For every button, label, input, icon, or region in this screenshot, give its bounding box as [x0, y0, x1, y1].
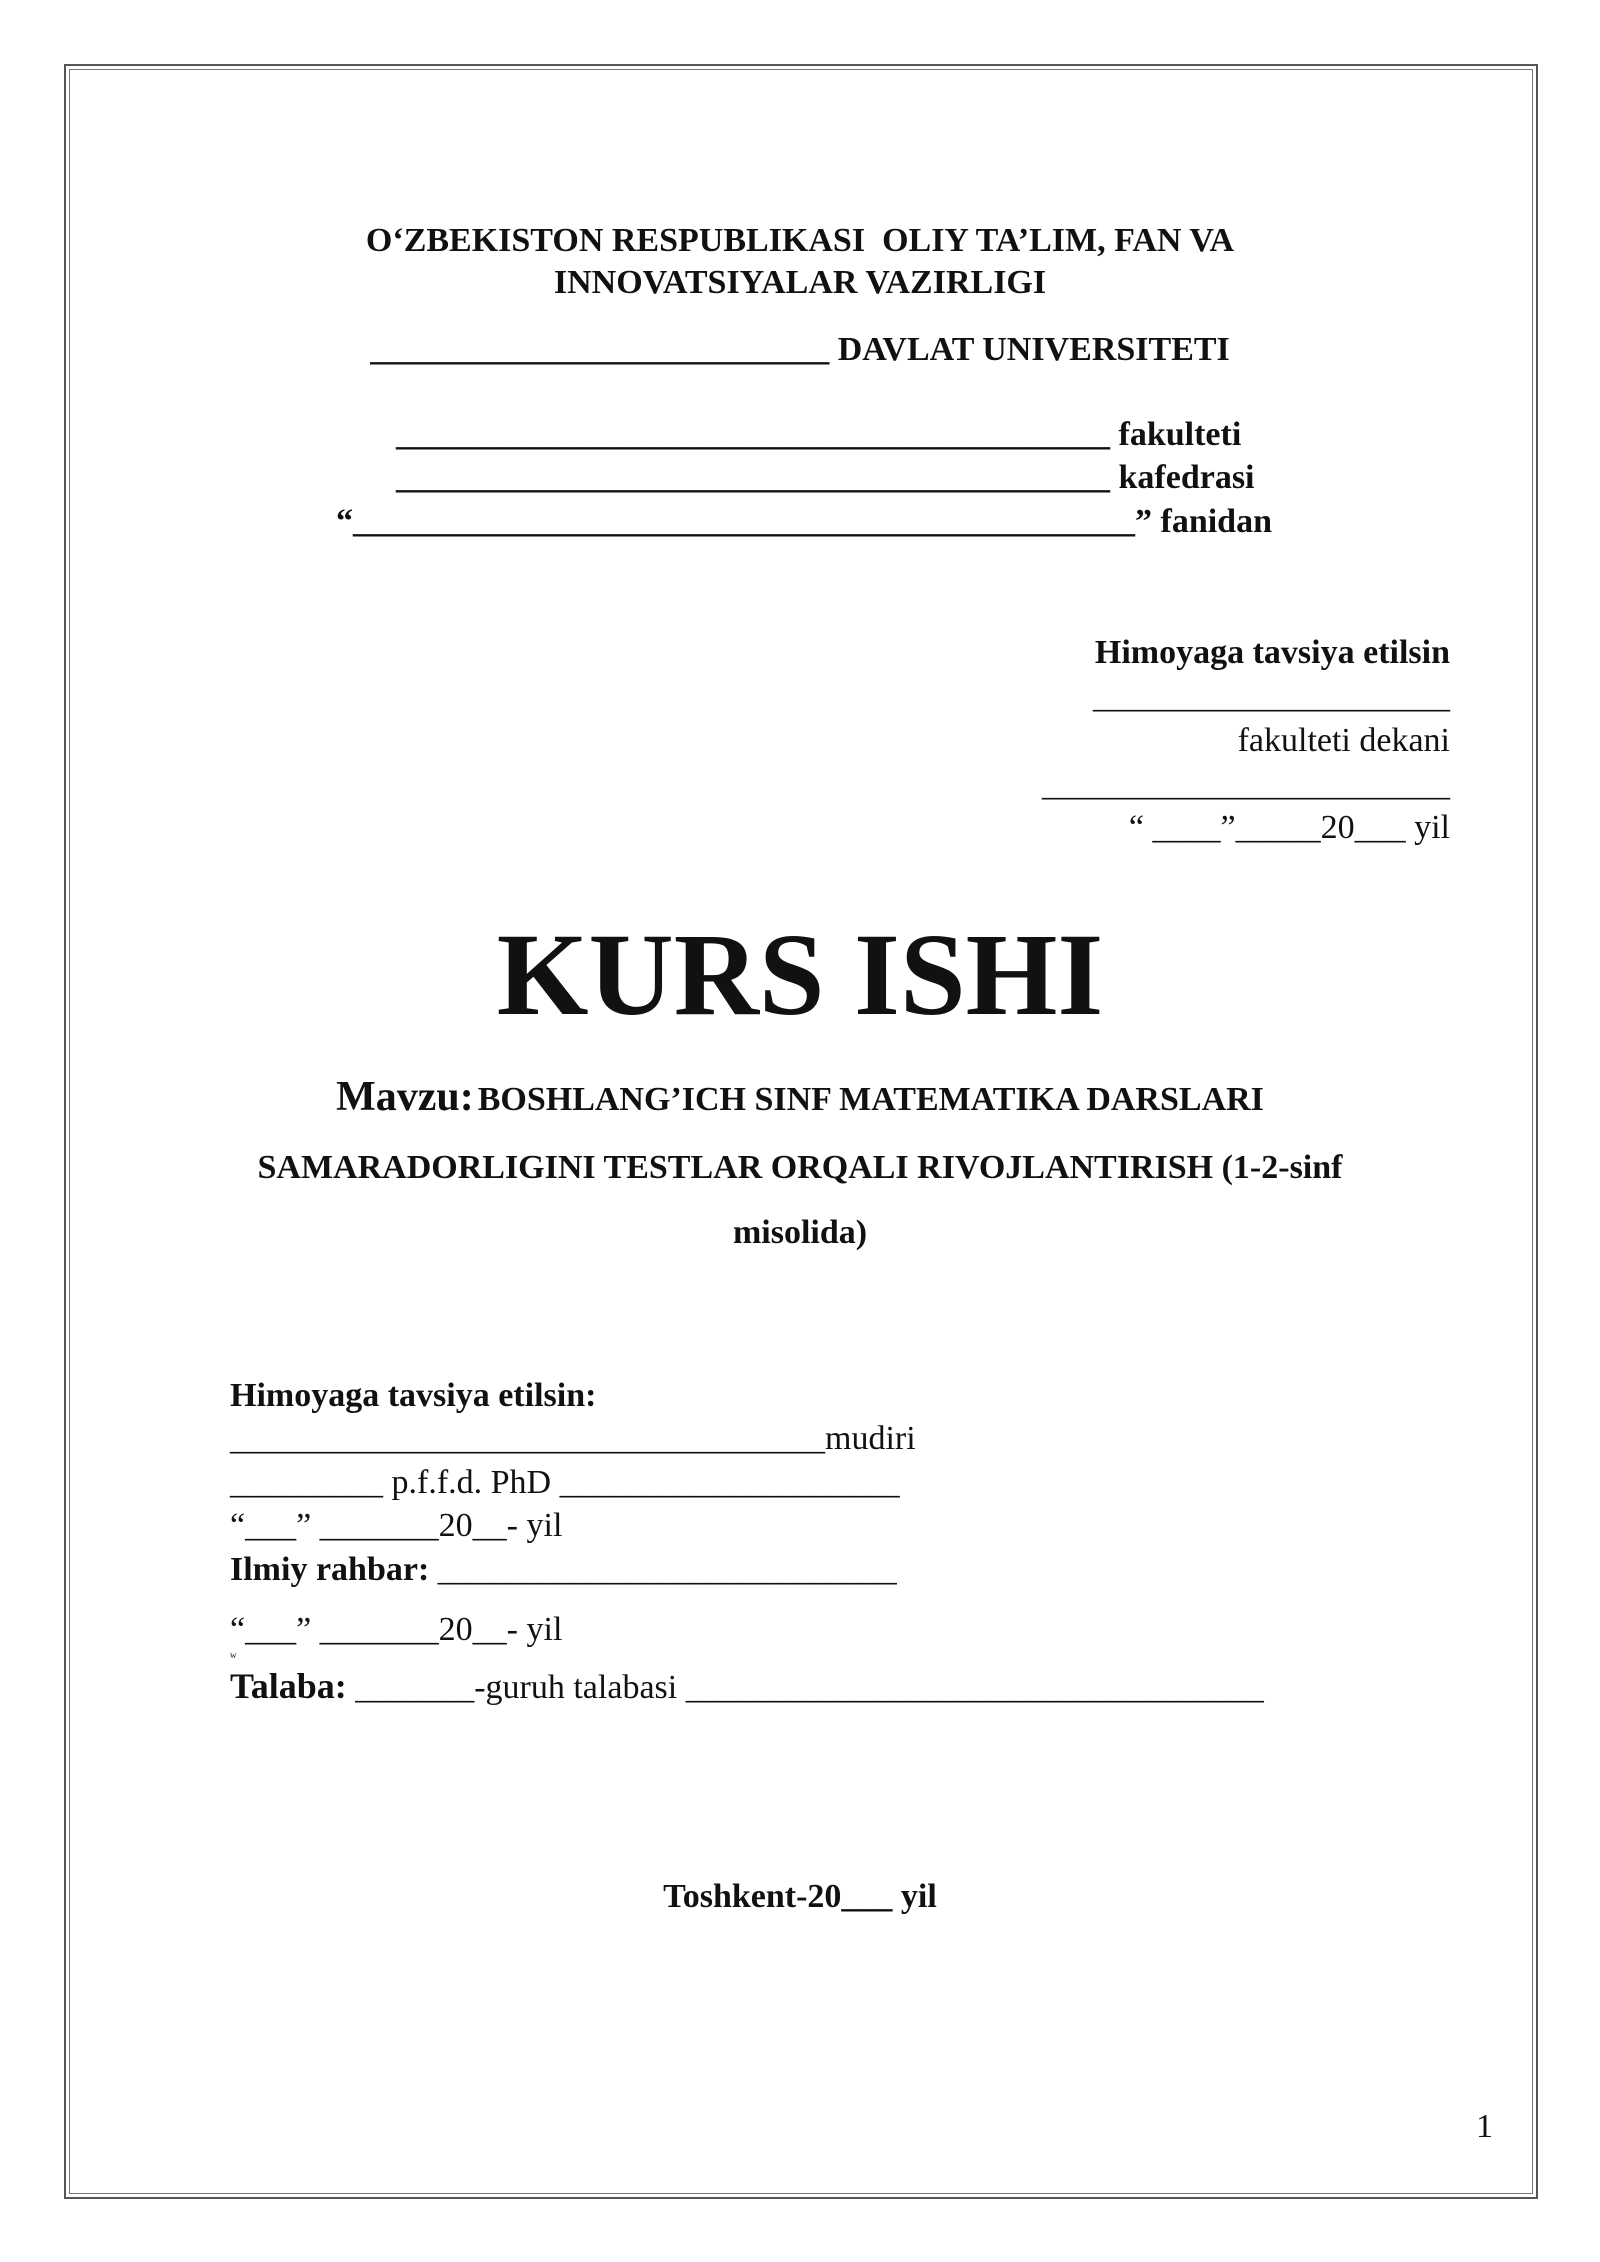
topic-line-1 [0, 1076, 1600, 1118]
approval-heading: Himoyaga tavsiya etilsin: [230, 1377, 597, 1414]
phd-line: _________ p.f.f.d. PhD ____________________ [230, 1464, 900, 1501]
ministry-line-2: INNOVATSIYALAR VAZIRLIGI [553, 264, 1047, 301]
topic-label: Mavzu: [336, 1074, 474, 1120]
ministry-line-1: O‘ZBEKISTON RESPUBLIKASI OLIY TA’LIM, FAN VA [365, 222, 1235, 259]
student-label: Talaba: [230, 1666, 347, 1706]
faculty-line: __________________________________________ fakulteti [396, 416, 1242, 453]
head-of-department-line: ___________________________________mudiri [230, 1420, 916, 1457]
university-line: ___________________________ DAVLAT UNIVERSITETI [370, 331, 1230, 368]
supervisor-blank: ___________________________ [429, 1551, 897, 1588]
topic-line-3: misolida) [732, 1214, 868, 1251]
student-text: _______-guruh talabasi __________________________________ [346, 1669, 1264, 1706]
city-year: Toshkent-20___ yil [663, 1878, 937, 1915]
department-line: __________________________________________ kafedrasi [396, 459, 1255, 496]
dean-blank-1: _____________________ [1093, 678, 1450, 715]
dean-date: “ ____”_____20___ yil [1128, 809, 1450, 846]
topic-line-2: SAMARADORLIGINI TESTLAR ORQALI RIVOJLANTIRISH (1-2-sinf [257, 1149, 1343, 1186]
dean-role: fakulteti dekani [1237, 722, 1450, 759]
page-number: 1 [1476, 2108, 1493, 2145]
approval-date-1: “___” _______20__- yil [230, 1507, 563, 1544]
page-border-inner [69, 69, 1533, 2194]
dean-blank-2: ________________________ [1042, 766, 1450, 803]
topic-text-1: BOSHLANG’ICH SINF MATEMATIKA DARSLARI [477, 1081, 1264, 1118]
subject-line: “______________________________________________” fanidan [336, 503, 1272, 540]
document-title: KURS ISHI [496, 909, 1104, 1040]
supervisor-label: Ilmiy rahbar: [230, 1551, 430, 1588]
student-line [230, 1668, 1264, 1705]
approval-date-2: “___” _______20__- yil [230, 1611, 563, 1648]
small-mark: w [230, 1650, 237, 1660]
supervisor-line [230, 1553, 897, 1587]
dean-heading: Himoyaga tavsiya etilsin [1094, 634, 1450, 671]
